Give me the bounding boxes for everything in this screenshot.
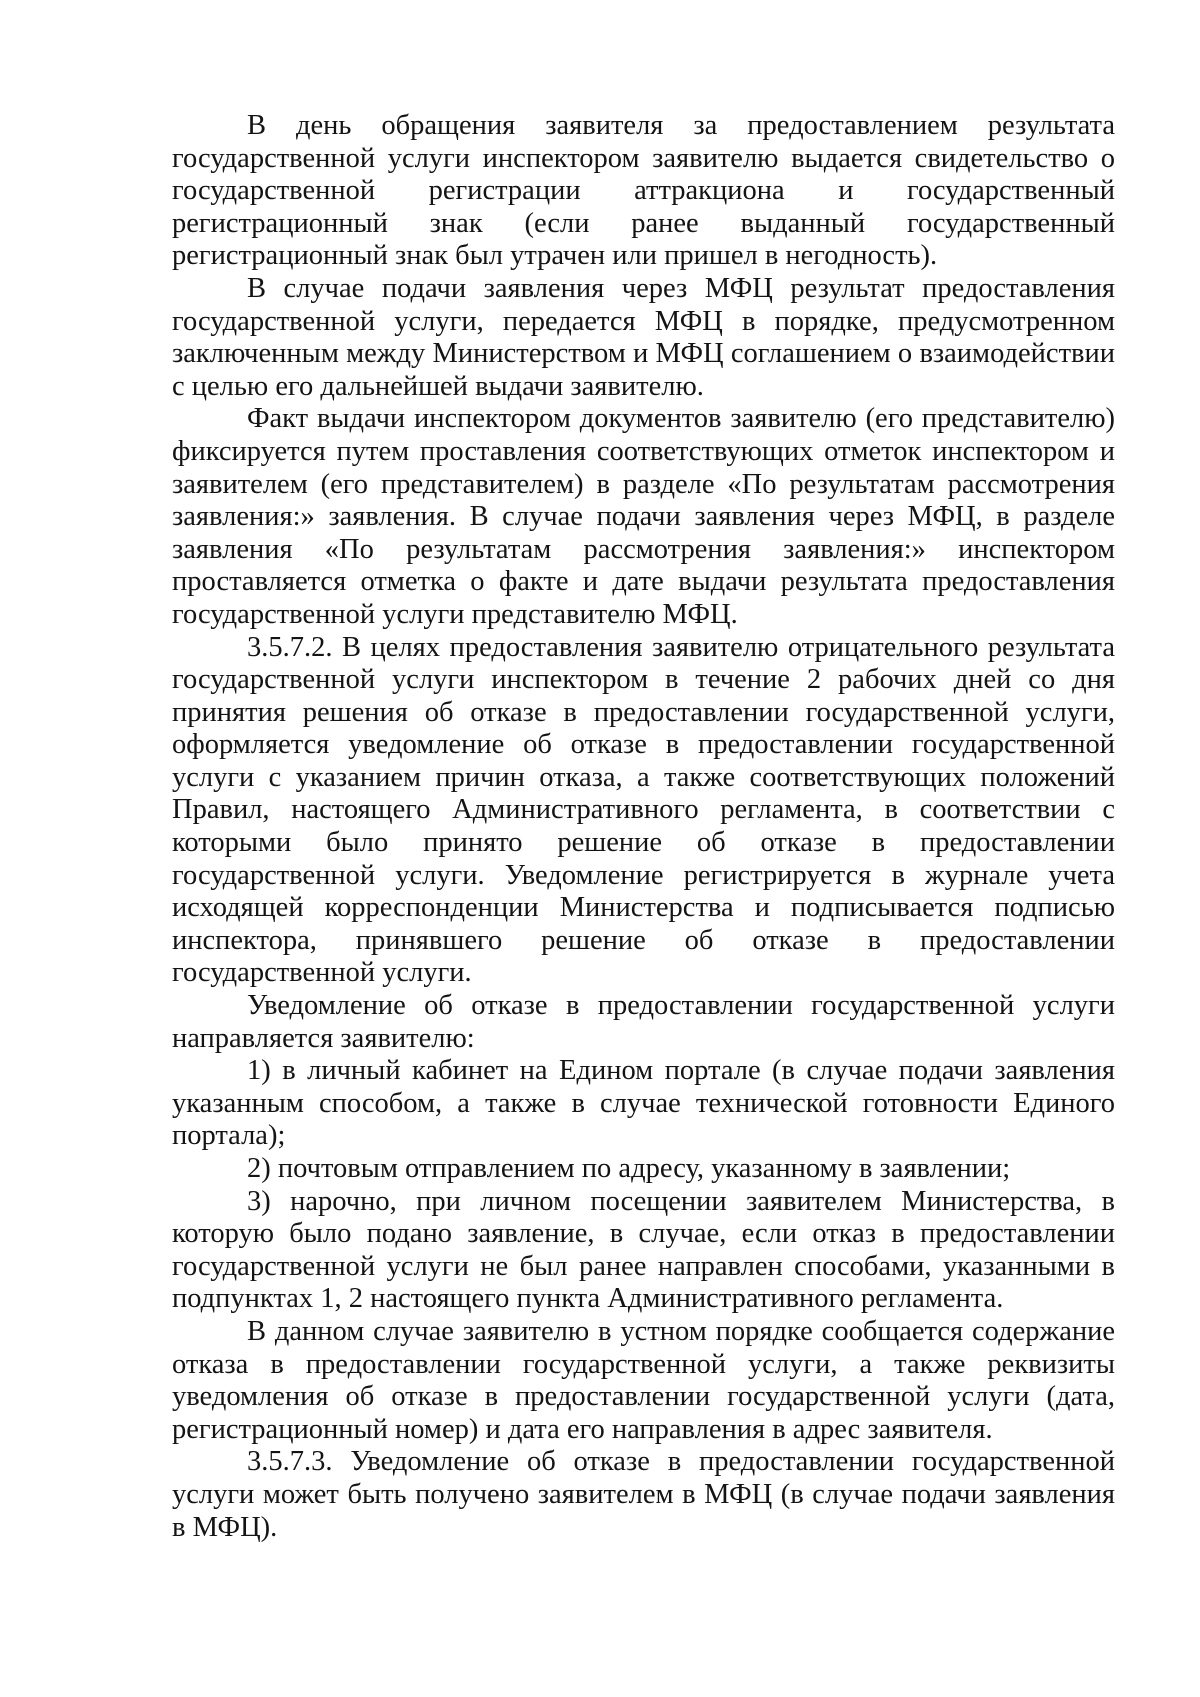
paragraph-notice-delivery-intro: Уведомление об отказе в предоставлении государственной услуги направляется заявителю: xyxy=(172,990,1115,1054)
document-page xyxy=(172,110,1115,1544)
paragraph-issuance-on-visit: В день обращения заявителя за предоставлением результата государственной услуги инспектором заявителю выдается свидетельство о государственной регистрации аттракциона и государственный регистрационный знак (если ранее выданный государственный регистрационный знак был утрачен или пришел в негодность). xyxy=(172,110,1115,272)
list-item-in-person: 3) нарочно, при личном посещении заявителем Министерства, в которую было подано заявление, в случае, если отказ в предоставлении государственной услуги не был ранее направлен способами, указанными в подпунктах 1, 2 настоящего пункта Административного регламента. xyxy=(172,1185,1115,1315)
paragraph-oral-notice: В данном случае заявителю в устном порядке сообщается содержание отказа в предоставлении государственной услуги, а также реквизиты уведомления об отказе в предоставлении государственной услуги (дата, регистрационный номер) и дата его направления в адрес заявителя. xyxy=(172,1315,1115,1445)
paragraph-3-5-7-3: 3.5.7.3. Уведомление об отказе в предоставлении государственной услуги может быть получено заявителем в МФЦ (в случае подачи заявления в МФЦ). xyxy=(172,1446,1115,1543)
list-item-postal: 2) почтовым отправлением по адресу, указанному в заявлении; xyxy=(247,1153,1011,1184)
paragraph-issuance-record: Факт выдачи инспектором документов заявителю (его представителю) фиксируется путем проставления соответствующих отметок инспектором и заявителем (его представителем) в разделе «По результатам рассмотрения заявления:» заявления. В случае подачи заявления через МФЦ, в разделе заявления «По результатам рассмотрения заявления:» инспектором проставляется отметка о факте и дате выдачи результата предоставления государственной услуги представителю МФЦ. xyxy=(172,403,1115,630)
list-item-personal-account: 1) в личный кабинет на Едином портале (в случае подачи заявления указанным способом, а также в случае технической готовности Единого портала); xyxy=(172,1055,1115,1152)
paragraph-3-5-7-2: 3.5.7.2. В целях предоставления заявителю отрицательного результата государственной услуги инспектором в течение 2 рабочих дней со дня принятия решения об отказе в предоставлении государственной услуги, оформляется уведомление об отказе в предоставлении государственной услуги с указанием причин отказа, а также соответствующих положений Правил, настоящего Административного регламента, в соответствии с которыми было принято решение об отказе в предоставлении государственной услуги. Уведомление регистрируется в журнале учета исходящей корреспонденции Министерства и подписывается подписью инспектора, принявшего решение об отказе в предоставлении государственной услуги. xyxy=(172,631,1115,989)
paragraph-mfc-transfer: В случае подачи заявления через МФЦ результат предоставления государственной услуги, передается МФЦ в порядке, предусмотренном заключенным между Министерством и МФЦ соглашением о взаимодействии с целью его дальнейшей выдачи заявителю. xyxy=(172,272,1115,402)
